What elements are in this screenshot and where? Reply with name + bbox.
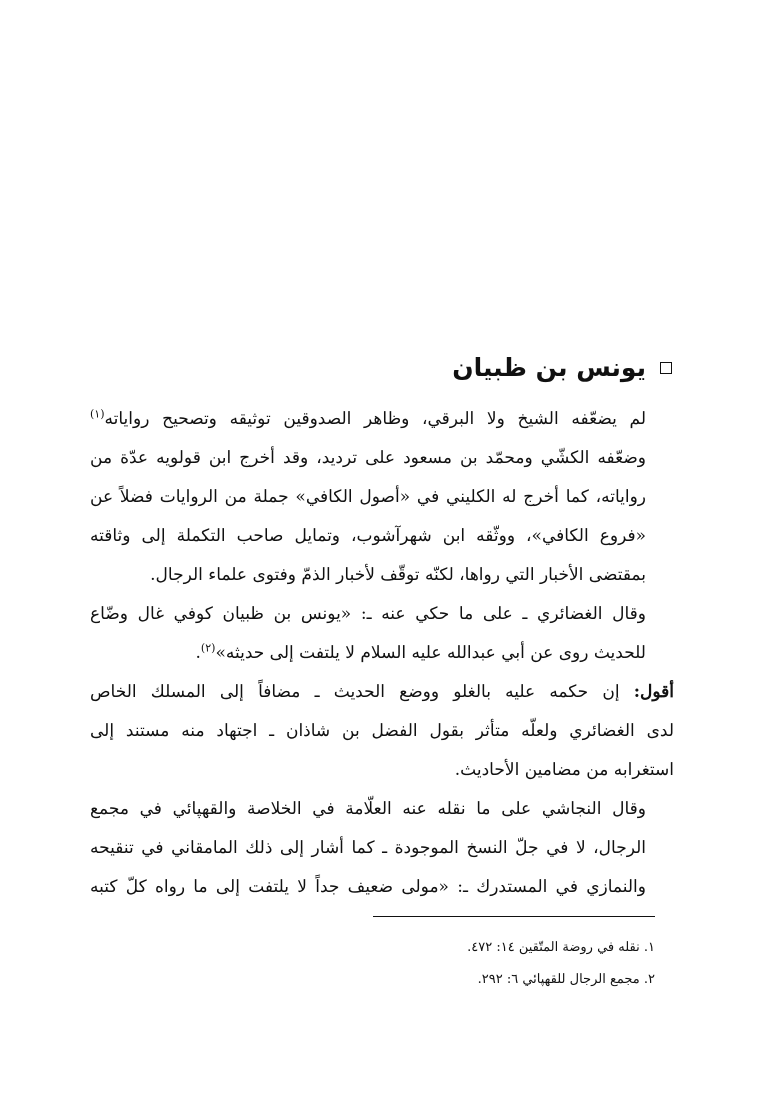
body-text [90, 400, 674, 907]
text-line: رواياته، كما أخرج له الكليني في «أصول الكافي» جملة من الروايات فضلاً عن [90, 487, 646, 507]
footnote-marker: (١) [90, 407, 105, 421]
paragraph-1 [90, 400, 674, 595]
footnote-marker: (٢) [200, 641, 216, 655]
section-heading [452, 350, 672, 386]
heading-square-icon [660, 362, 672, 374]
footnote-separator [373, 916, 655, 917]
paragraph-4 [90, 790, 674, 907]
text-line: لدى الغضائري ولعلّه متأثر بقول الفضل بن شاذان ـ اجتهاد منه مستند إلى [90, 721, 674, 741]
text-line: وضعّفه الكشّي ومحمّد بن مسعود على ترديد، وقد أخرج ابن قولويه عدّة من [90, 448, 646, 468]
text-line: استغرابه من مضامين الأحاديث. [454, 760, 674, 780]
section-title: يونس بن ظبيان [452, 353, 646, 382]
text-line: والنمازي في المستدرك ـ: «مولى ضعيف جداً لا يلتفت إلى ما رواه كلّ كتبه [90, 877, 646, 897]
text-line: بمقتضى الأخبار التي رواها، لكنّه توقّف لأخبار الذمّ وفتوى علماء الرجال. [150, 565, 646, 585]
text-line: الرجال، لا في جلّ النسخ الموجودة ـ كما أشار إلى ذلك المامقاني في تنقيحه [90, 838, 646, 858]
footnotes [95, 932, 655, 996]
text-line: أقول: إن حكمه عليه بالغلو ووضع الحديث ـ مضافاً إلى المسلك الخاص [90, 682, 674, 702]
text-line: للحديث روى عن أبي عبدالله عليه السلام لا يلتفت إلى حديثه»$^{(٢)}$. [195, 641, 646, 663]
text-line: لم يضعّفه الشيخ ولا البرقي، وظاهر الصدوقين توثيقه وتصحيح رواياته$^{(١)}$ [90, 407, 646, 429]
paragraph-2 [90, 595, 674, 673]
footnote-1: ١. نقله في روضة المتّقين ١٤: ٤٧٢. [467, 940, 655, 955]
paragraph-3 [90, 673, 674, 790]
text-line: وقال النجاشي على ما نقله عنه العلّامة في الخلاصة والقهپائي في مجمع [90, 799, 646, 819]
lead-word: أقول: [633, 682, 674, 702]
footnote-2: ٢. مجمع الرجال للقهپائي ٦: ٢٩٢. [477, 972, 655, 987]
text-line: «فروع الكافي»، ووثّقه ابن شهرآشوب، وتمايل صاحب التكملة إلى وثاقته [90, 526, 646, 546]
text-line: وقال الغضائري ـ على ما حكي عنه ـ: «يونس بن ظبيان كوفي غال وضّاع [90, 604, 646, 624]
